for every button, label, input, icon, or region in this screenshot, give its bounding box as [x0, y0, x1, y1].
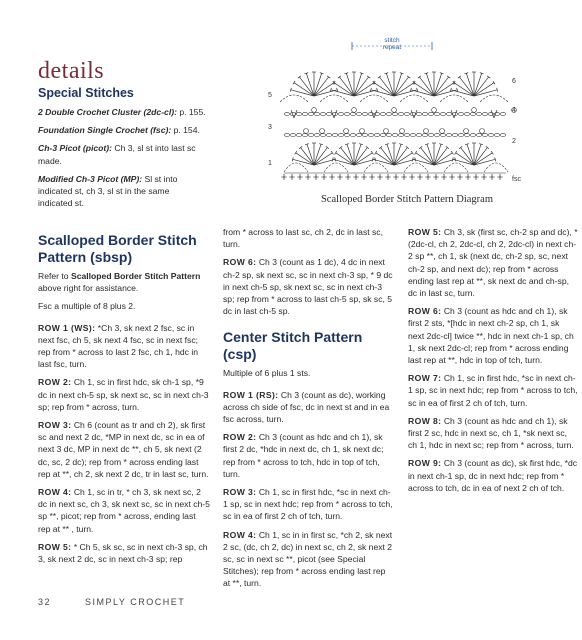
stitch-symbol: [434, 77, 449, 96]
stitch-symbol: [354, 77, 369, 96]
stitch-symbol: [426, 73, 434, 96]
refer-text: Refer to Scalloped Border Stitch Pattern above right for assistance.: [38, 271, 201, 294]
stitch-symbol: [371, 151, 373, 154]
stitch-symbol: [456, 153, 474, 165]
stitch-symbol: [356, 133, 361, 136]
diagram-stitches: [280, 72, 516, 180]
stitch-symbol: [302, 112, 307, 115]
stitch-symbol: [381, 148, 394, 165]
row-number: 3: [268, 124, 272, 131]
special-stitch-item: Ch-3 Picot (picot): Ch 3, sl st into last sc made.: [38, 143, 196, 166]
stitch-symbol: [380, 133, 385, 136]
stitch-symbol: [347, 144, 354, 165]
stitch-symbol: [344, 133, 349, 136]
stitch-symbol: [335, 151, 337, 154]
row-instruction: ROW 6: Ch 3 (count as hdc and ch 1), sk first 2 sts, *[hdc in next ch-2 sp, ch 1, sk next 2dc-cl] twice **, hdc in next ch-1 sp, ch 1, sk next 2dc-cl; rep from * across ending last rep at **, hdc in top of tch, turn.: [408, 306, 574, 366]
stitch-symbol: [376, 153, 394, 165]
stitch-symbol: [394, 77, 409, 96]
stitch-symbol: [480, 129, 485, 134]
stitch-symbol: [466, 73, 474, 96]
row-instruction-cont: from * across to last sc, ch 2, dc in last sc, turn.: [223, 227, 383, 250]
stitch-symbol: [308, 133, 313, 136]
row-number: 4: [512, 107, 516, 114]
stitch-symbol: [497, 88, 498, 92]
stitch-symbol: [326, 146, 329, 148]
stitch-symbol: [338, 133, 343, 136]
repeat-label: repeat: [382, 44, 402, 51]
stitch-symbol: [299, 77, 314, 96]
stitch-symbol: [422, 133, 427, 136]
stitch-symbol: [375, 157, 376, 161]
stitch-symbol: [491, 151, 493, 154]
special-stitches-heading: Special Stitches: [38, 86, 134, 100]
stitch-symbol: [379, 146, 382, 148]
stitch-symbol: [384, 129, 389, 134]
stitch-symbol: [334, 110, 337, 118]
stitch-symbol: [418, 76, 421, 78]
stitch-symbol: [296, 133, 301, 136]
stitch-symbol: [386, 73, 394, 96]
row-instruction: ROW 7: Ch 1, sc in first hdc, *sc in next ch-1 sp, sc in next hdc; rep from * across to tch, sc in ea of first 2 ch of tch, turn.: [408, 373, 578, 408]
row-instruction: ROW 3: Ch 1, sc in first hdc, *sc in next ch-1 sp, sc in next hdc; rep from * across to tch, sc in ea of first 2 ch of tch, turn.: [223, 487, 393, 522]
stitch-symbol: [398, 133, 403, 136]
stitch-symbol: [427, 144, 434, 165]
stitch-symbol: [476, 133, 481, 136]
stitch-symbol: [488, 133, 493, 136]
stitch-symbol: [447, 76, 450, 78]
stitch-symbol: [476, 112, 481, 115]
stitch-symbol: [464, 112, 469, 115]
stitch-symbol: [386, 133, 391, 136]
row-number: 1: [268, 160, 272, 167]
stitch-symbol: [404, 133, 409, 136]
stitch-symbol: [367, 76, 370, 78]
stitch-symbol: [320, 112, 325, 115]
row-instruction: ROW 8: Ch 3 (count as hdc and ch 1), sk first 2 sc, hdc in next sc, ch 1, *sk next sc, ch 1, hdc in next sc; rep from * across, turn.: [408, 415, 574, 451]
stitch-symbol: [424, 129, 429, 134]
stitch-symbol: [444, 163, 468, 172]
stitch-symbol: [434, 112, 439, 115]
row-instruction: ROW 4: Ch 1, sc in tr, * ch 3, sk next sc, 2 dc in next sc, ch 3, sk next sc, sc in next ch-5 sp **, picot; rep from * across, ending last rep at ** , turn.: [38, 487, 210, 534]
stitch-symbol: [372, 157, 373, 161]
stitch-symbol: [440, 95, 468, 102]
stitch-symbol: [398, 112, 403, 115]
stitch-symbol: [293, 81, 295, 84]
stitch-symbol: [394, 153, 412, 165]
special-stitches-section: [38, 86, 206, 215]
stitch-symbol: [440, 112, 445, 115]
stitch-symbol: [339, 146, 342, 148]
stitch-symbol: [428, 112, 433, 115]
page-footer: [38, 597, 185, 607]
stitch-symbol: [400, 129, 405, 134]
stitch-symbol: [458, 112, 463, 115]
stitch-symbol: [362, 112, 367, 115]
stitch-symbol: [470, 112, 475, 115]
stitch-symbol: [360, 95, 388, 102]
stitch-symbol: [446, 146, 449, 148]
stitch-symbol: [299, 146, 302, 148]
stitch-symbol: [354, 73, 362, 96]
stitch-symbol: [304, 129, 309, 134]
stitch-symbol: [472, 108, 477, 113]
stitch-symbol: [354, 144, 361, 165]
stitch-symbol: [458, 76, 461, 78]
multiple-text: Multiple of 6 plus 1 sts.: [223, 368, 311, 379]
stitch-symbol: [495, 157, 496, 161]
stitch-symbol: [453, 159, 474, 165]
stitch-symbol: [452, 157, 453, 161]
stitch-symbol: [434, 133, 439, 136]
stitch-diagram-svg: [262, 34, 552, 184]
stitch-symbol: [446, 112, 451, 115]
stitch-symbol: [375, 151, 377, 154]
stitch-symbol: [301, 148, 314, 165]
stitch-symbol: [350, 112, 355, 115]
stitch-symbol: [314, 112, 319, 115]
stitch-symbol: [380, 112, 385, 115]
diagram-caption: Scalloped Border Stitch Pattern Diagram: [320, 194, 494, 205]
page-number: 32: [38, 597, 52, 607]
stitch-symbol: [366, 146, 369, 148]
stitch-symbol: [336, 153, 354, 165]
stitch-symbol: [434, 153, 452, 165]
stitch-diagram: [262, 34, 552, 184]
stitch-symbol: [415, 157, 416, 161]
stitch-symbol: [500, 133, 505, 136]
repeat-label: stitch: [384, 37, 400, 44]
stitch-symbol: [455, 151, 457, 154]
stitch-symbol: [428, 133, 433, 136]
stitch-symbol: [493, 81, 495, 84]
row-number: 5: [268, 92, 272, 99]
column-2: [223, 226, 393, 596]
stitch-symbol: [326, 133, 331, 136]
special-stitch-item: Foundation Single Crochet (fsc): p. 154.: [38, 125, 200, 136]
fsc-label: fsc: [512, 176, 521, 183]
stitch-symbol: [346, 73, 354, 96]
stitch-symbol: [434, 73, 442, 96]
scalloped-heading: Scalloped Border Stitch Pattern (sbsp): [38, 232, 197, 265]
stitch-symbol: [455, 157, 456, 161]
stitch-symbol: [344, 112, 349, 115]
stitch-symbol: [459, 146, 462, 148]
stitch-symbol: [474, 144, 481, 165]
stitch-symbol: [302, 133, 307, 136]
stitch-symbol: [339, 77, 354, 96]
page-title: details: [38, 58, 105, 84]
stitch-symbol: [378, 76, 381, 78]
stitch-symbol: [293, 159, 314, 165]
stitch-symbol: [421, 148, 434, 165]
stitch-symbol: [482, 133, 487, 136]
stitch-symbol: [454, 110, 457, 118]
stitch-symbol: [314, 144, 321, 165]
stitch-symbol: [291, 110, 294, 118]
row-instruction: ROW 3: Ch 6 (count as tr and ch 2), sk first sc and next 2 dc, *MP in next dc, sc in ea of next 3 dc, MP in next dc **, ch 5, sk next (2 dc, sc, 2 dc); rep from * across ending last rep at **, ch 2, sk next 2 dc, tr in last sc, turn.: [38, 420, 209, 479]
stitch-symbol: [290, 133, 295, 136]
stitch-symbol: [295, 151, 297, 154]
stitch-symbol: [368, 133, 373, 136]
stitch-symbol: [411, 110, 414, 118]
stitch-symbol: [412, 157, 413, 161]
stitch-symbol: [296, 153, 314, 165]
stitch-symbol: [379, 77, 394, 96]
stitch-symbol: [474, 153, 492, 165]
stitch-symbol: [404, 112, 409, 115]
stitch-symbol: [404, 163, 428, 172]
stitch-symbol: [374, 133, 379, 136]
stitch-symbol: [332, 157, 333, 161]
stitch-symbol: [364, 163, 388, 172]
stitch-symbol: [308, 112, 313, 115]
center-heading: Center Stitch Pattern (csp): [223, 329, 363, 363]
stitch-symbol: [484, 163, 508, 172]
stitch-symbol: [296, 112, 301, 115]
stitch-symbol: [470, 133, 475, 136]
stitch-symbol: [419, 146, 422, 148]
stitch-symbol: [464, 133, 469, 136]
stitch-symbol: [333, 159, 354, 165]
stitch-symbol: [294, 83, 314, 96]
stitch-symbol: [387, 144, 394, 165]
stitch-symbol: [320, 95, 348, 102]
row-instruction: ROW 5: * Ch 5, sk sc, sc in next ch-3 sp, ch 3, sk next 2 dc, sc in next ch-3 sp; rep: [38, 541, 208, 565]
stitch-symbol: [416, 112, 421, 115]
row-instruction: ROW 9: Ch 3 (count as dc), sk first hdc, *dc in next ch-1 sp, dc in next hdc; rep from * across to tch, dc in ea of next 2 ch of tch.: [408, 458, 578, 493]
stitch-symbol: [407, 76, 410, 78]
stitch-symbol: [394, 148, 407, 165]
stitch-symbol: [327, 76, 330, 78]
stitch-symbol: [354, 153, 372, 165]
stitch-symbol: [307, 144, 314, 165]
stitch-symbol: [482, 112, 487, 115]
stitch-symbol: [474, 83, 494, 96]
column-1: [38, 232, 210, 571]
stitch-symbol: [284, 163, 308, 172]
stitch-symbol: [416, 153, 434, 165]
stitch-symbol: [314, 148, 327, 165]
stitch-symbol: [356, 112, 361, 115]
stitch-symbol: [440, 133, 445, 136]
stitch-symbol: [461, 148, 474, 165]
stitch-symbol: [474, 77, 489, 96]
stitch-symbol: [446, 133, 451, 136]
stitch-symbol: [341, 148, 354, 165]
stitch-symbol: [459, 77, 474, 96]
stitch-symbol: [350, 133, 355, 136]
stitch-symbol: [458, 133, 463, 136]
stitch-symbol: [434, 144, 441, 165]
stitch-symbol: [480, 95, 508, 102]
stitch-symbol: [394, 144, 401, 165]
stitch-symbol: [494, 133, 499, 136]
stitch-symbol: [474, 148, 487, 165]
stitch-symbol: [486, 146, 489, 148]
stitch-symbol: [306, 73, 314, 96]
stitch-symbol: [312, 108, 317, 113]
stitch-symbol: [352, 108, 357, 113]
stitch-symbol: [360, 129, 365, 134]
stitch-symbol: [500, 112, 505, 115]
stitch-symbol: [290, 88, 291, 92]
stitch-symbol: [314, 73, 322, 96]
stitch-symbol: [326, 112, 331, 115]
stitch-symbol: [354, 148, 367, 165]
stitch-symbol: [314, 153, 332, 165]
row-instruction: ROW 2: Ch 1, sc in first hdc, sk ch-1 sp, *9 dc in next ch-5 sp, sk next sc, sc in next ch-3 sp; rep from * across, turn.: [38, 377, 209, 412]
stitch-symbol: [314, 133, 319, 136]
column-3: [408, 226, 578, 500]
stitch-symbol: [324, 163, 348, 172]
stitch-symbol: [464, 129, 469, 134]
stitch-symbol: [331, 151, 333, 154]
stitch-symbol: [394, 73, 402, 96]
multiple-text: Fsc a multiple of 8 plus 2.: [38, 301, 136, 312]
stitch-symbol: [487, 76, 490, 78]
stitch-symbol: [373, 159, 394, 165]
stitch-symbol: [467, 144, 474, 165]
stitch-symbol: [416, 133, 421, 136]
stitch-symbol: [362, 133, 367, 136]
stitch-symbol: [386, 112, 391, 115]
special-stitch-item: Modified Ch-3 Picot (MP): Sl st into indicated st, ch 3, sl st in the same indicated st.: [38, 173, 178, 209]
stitch-symbol: [280, 95, 308, 102]
stitch-symbol: [284, 112, 289, 115]
stitch-symbol: [392, 112, 397, 115]
row-instruction: ROW 1 (RS): Ch 3 (count as dc), working across ch side of fsc, dc in next st and in ea fsc across, turn.: [223, 389, 390, 425]
stitch-symbol: [452, 133, 457, 136]
row-instruction: ROW 4: Ch 1, sc in in first sc, *ch 2, sk next 2 sc, (dc, ch 2, dc) in next sc, ch 2, sk next 2 sc, sc in next sc **, picot (see Special Stitches); rep from * across ending last rep at **, turn.: [223, 529, 393, 589]
stitch-symbol: [392, 108, 397, 113]
stitch-symbol: [332, 133, 337, 136]
row-instruction: ROW 2: Ch 3 (count as hdc and ch 1), sk first 2 dc, *hdc in next dc, ch 1, sk next dc; rep from * across to tch, hdc in top of tch, turn.: [223, 432, 384, 479]
row-instruction: ROW 5: Ch 3, sk (first sc, ch-2 sp and dc), * (2dc-cl, ch 2, 2dc-cl, ch 2, 2dc-cl) in next ch-2 sp **, ch 1, sk (next dc, ch-2 sp, sc, next ch-2 sp, and next dc); rep from * across ending last rep at **, sk next dc and ch-sp, dc in last sc, turn.: [408, 227, 578, 299]
stitch-symbol: [474, 73, 482, 96]
row-number: 2: [512, 138, 516, 145]
stitch-symbol: [392, 133, 397, 136]
stitch-symbol: [320, 129, 325, 134]
stitch-symbol: [344, 129, 349, 134]
stitch-symbol: [411, 151, 413, 154]
stitch-symbol: [440, 129, 445, 134]
stitch-symbol: [335, 157, 336, 161]
stitch-symbol: [400, 95, 428, 102]
stitch-symbol: [419, 77, 434, 96]
stitch-symbol: [298, 76, 301, 78]
stitch-symbol: [434, 148, 447, 165]
stitch-symbol: [292, 157, 293, 161]
stitch-symbol: [338, 112, 343, 115]
stitch-symbol: [422, 112, 427, 115]
stitch-symbol: [338, 76, 341, 78]
stitch-symbol: [284, 133, 289, 136]
stitch-symbol: [406, 146, 409, 148]
row-instruction: ROW 6: Ch 3 (count as 1 dc), 4 dc in next ch-2 sp, sk next sc, sc in next ch-3 sp, * 9 dc in next ch-5 sp, sk next sc, sc in next ch-3 sp; rep from * across to last ch-5 sp, sk sc, 5 dc in last ch-5 sp.: [223, 257, 393, 317]
stitch-symbol: [314, 77, 329, 96]
row-number: 6: [512, 78, 516, 85]
stitch-symbol: [432, 108, 437, 113]
stitch-symbol: [415, 151, 417, 154]
stitch-symbol: [413, 159, 434, 165]
row-instruction: ROW 1 (WS): *Ch 3, sk next 2 fsc, sc in next fsc, ch 5, sk next 4 fsc, sc in next fsc; rep from * across to last 2 fsc, ch 1, hdc in last fsc, turn.: [38, 322, 199, 370]
stitch-symbol: [320, 133, 325, 136]
special-stitch-item: 2 Double Crochet Cluster (2dc-cl): p. 155.: [38, 107, 206, 117]
stitch-symbol: [451, 151, 453, 154]
stitch-symbol: [410, 133, 415, 136]
book-title: SIMPLY CROCHET: [85, 597, 186, 607]
